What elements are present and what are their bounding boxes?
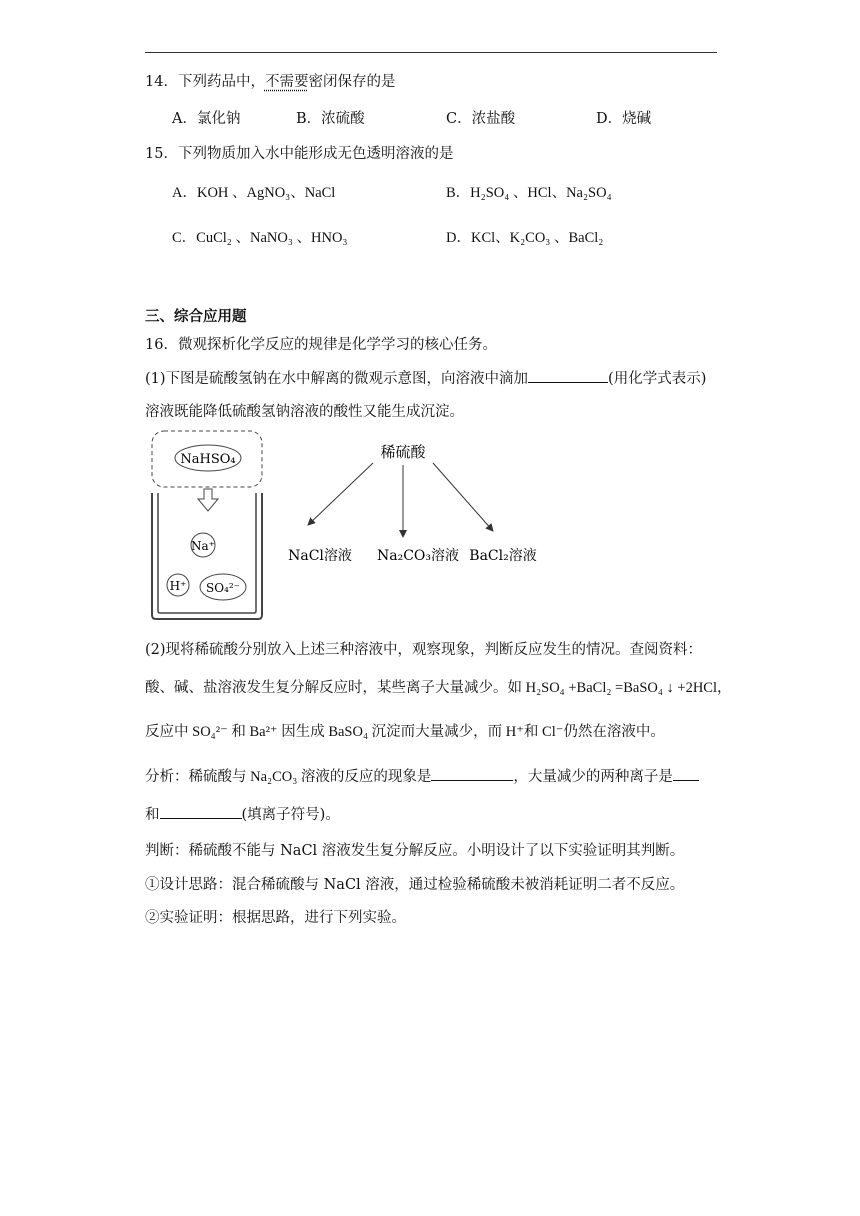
header-rule [145,52,717,53]
arrow-to-bacl2 [433,463,493,531]
answer-blank-3[interactable] [673,766,699,781]
q16-part2-line2: 酸、碱、盐溶液发生复分解反应时，某些离子大量减少。如 H₂SO₄ +BaCl₂ =BaSO₄ ↓ +2HCl， [145,680,732,696]
q14-option-d[interactable]: D．烧碱 [596,111,652,127]
compound-label: NaHSO₄ [180,452,236,467]
down-arrow-icon [198,489,218,511]
q14-option-c[interactable]: C．浓盐酸 [446,111,516,127]
emphasis-dots: 不需要 [264,74,309,90]
q16-part2-line1: (2)现将稀硫酸分别放入上述三种溶液中，观察现象，判断反应发生的情况。查阅资料： [145,642,703,658]
acid-label: 稀硫酸 [380,443,426,461]
q16-judgement: 判断：稀硫酸不能与 NaCl 溶液发生复分解反应。小明设计了以下实验证明其判断。 [145,843,685,859]
q16-part1-line1: (1)下图是硫酸氢钠在水中解离的微观示意图，向溶液中滴加 (用化学式表示) [145,367,706,388]
target-na2co3: Na₂CO₃溶液 [376,548,460,564]
so4-ion-label: SO₄²⁻ [205,581,241,595]
q15-option-a[interactable]: A．KOH 、AgNO₃、NaCl [172,185,336,201]
question-15-stem: 15．下列物质加入水中能形成无色透明溶液的是 [145,146,454,162]
section-heading: 三、综合应用题 [145,309,247,325]
target-bacl2: BaCl₂溶液 [469,548,537,564]
q16-experiment: ②实验证明：根据思路，进行下列实验。 [145,910,406,926]
q14-option-b[interactable]: B．浓硫酸 [296,111,365,127]
q16-design-idea: ①设计思路：混合稀硫酸与 NaCl 溶液，通过检验稀硫酸未被消耗证明二者不反应。 [145,877,685,893]
answer-blank-2[interactable] [431,766,513,781]
q15-option-c[interactable]: C．CuCl₂ 、NaNO₃ 、HNO₃ [172,230,348,246]
answer-blank-4[interactable] [160,804,242,819]
q16-part1-line2: 溶液既能降低硫酸氢钠溶液的酸性又能生成沉淀。 [145,404,464,420]
q15-option-d[interactable]: D．KCl、K₂CO₃ 、BaCl₂ [446,230,604,246]
q15-option-b[interactable]: B．H₂SO₄ 、HCl、Na₂SO₄ [446,185,612,201]
na-ion-label: Na⁺ [191,539,215,553]
h-ion-label: H⁺ [169,579,187,593]
q14-option-a[interactable]: A．氯化钠 [172,111,241,127]
answer-blank-1[interactable] [528,368,608,383]
question-14-stem: 14．下列药品中，不需要密闭保存的是 [145,74,396,90]
q16-analysis-line1: 分析：稀硫酸与 Na₂CO₃ 溶液的反应的现象是 ，大量减少的两种离子是 [145,765,699,786]
question-16-stem: 16．微观探析化学反应的规律是化学学习的核心任务。 [145,337,497,353]
q16-analysis-line2: 和 (填离子符号)。 [145,803,340,824]
arrow-to-nacl [308,463,373,525]
ionization-diagram [148,425,568,625]
target-nacl: NaCl溶液 [288,548,352,564]
q16-part2-line3: 反应中 SO₄²⁻ 和 Ba²⁺ 因生成 BaSO₄ 沉淀而大量减少，而 H⁺和 Cl⁻仍然在溶液中。 [145,724,665,740]
